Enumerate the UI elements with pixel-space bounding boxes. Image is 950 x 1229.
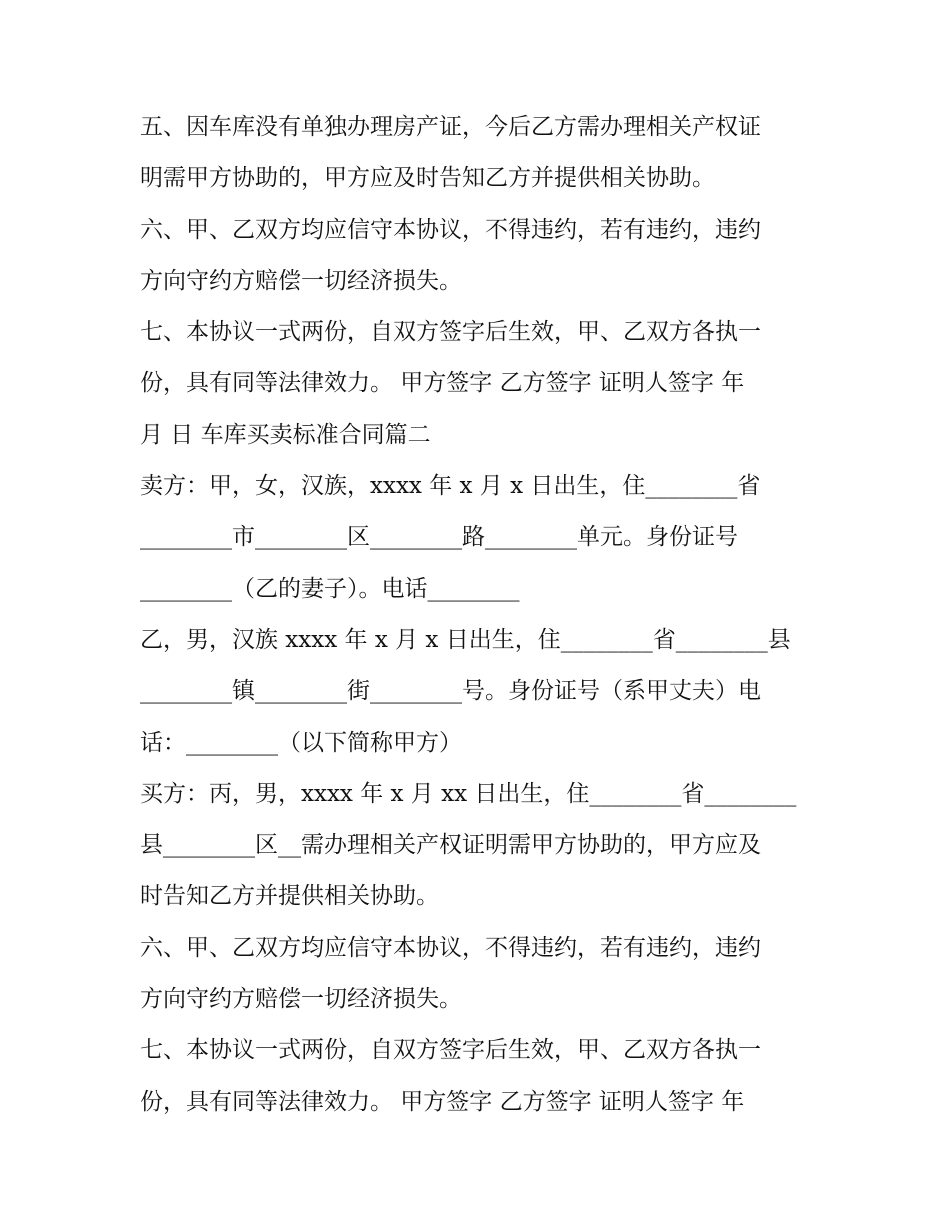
text-line: 时告知乙方并提供相关协助。: [140, 883, 439, 910]
text-line: 方向守约方赔偿一切经济损失。: [140, 267, 462, 294]
text-line: 话：________（以下简称甲方）: [140, 729, 462, 756]
text-line: 五、因车库没有单独办理房产证，今后乙方需办理相关产权证: [140, 114, 761, 140]
text-line: 六、甲、乙双方均应信守本协议，不得违约，若有违约，违约: [140, 934, 761, 961]
text-line: 乙，男，汉族 xxxx 年 x 月 x 日出生，住________省________县: [140, 626, 791, 653]
text-line: 月 日 车库买卖标准合同篇二: [140, 421, 431, 448]
text-line: 六、甲、乙双方均应信守本协议，不得违约，若有违约，违约: [140, 216, 761, 243]
text-line: 明需甲方协助的，甲方应及时告知乙方并提供相关协助。: [140, 165, 715, 192]
text-line: 卖方：甲，女，汉族，xxxx 年 x 月 x 日出生，住________省: [140, 473, 761, 500]
text-line: 份，具有同等法律效力。 甲方签字 乙方签字 证明人签字 年: [140, 370, 745, 397]
text-line: 七、本协议一式两份，自双方签字后生效，甲、乙双方各执一: [140, 319, 761, 346]
text-line: 方向守约方赔偿一切经济损失。: [140, 986, 462, 1013]
text-line: 七、本协议一式两份，自双方签字后生效，甲、乙双方各执一: [140, 1037, 761, 1064]
text-line: ________镇________街________号。身份证号（系甲丈夫）电: [140, 678, 761, 705]
text-line: ________市________区________路________单元。身份证号: [140, 524, 738, 551]
text-line: 份，具有同等法律效力。 甲方签字 乙方签字 证明人签字 年: [140, 1088, 745, 1115]
text-line: 县________区__需办理相关产权证明需甲方协助的，甲方应及: [140, 832, 761, 859]
document-body: [140, 102, 820, 1128]
text-line: ________（乙的妻子）。电话________: [140, 575, 520, 602]
text-line: 买方：丙，男，xxxx 年 x 月 xx 日出生，住________省________: [140, 780, 797, 807]
